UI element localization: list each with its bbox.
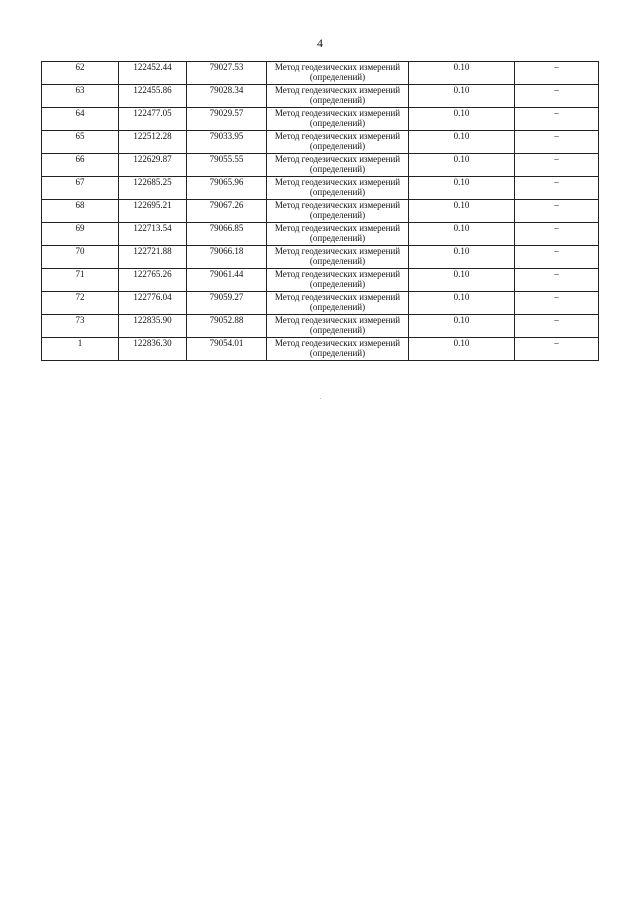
method-cell	[267, 292, 409, 315]
x-coordinate-cell: 122477.05	[119, 108, 187, 131]
description-cell: –	[515, 315, 599, 338]
method-line-1: Метод геодезических измерений	[274, 108, 401, 118]
table-row	[42, 292, 599, 315]
x-coordinate-cell: 122835.90	[119, 315, 187, 338]
point-number-cell: 71	[42, 269, 119, 292]
x-coordinate-cell: 122765.26	[119, 269, 187, 292]
y-coordinate-cell: 79055.55	[187, 154, 267, 177]
method-line-1: Метод геодезических измерений	[274, 154, 401, 164]
table-row	[42, 200, 599, 223]
table-row	[42, 131, 599, 154]
method-line-1: Метод геодезических измерений	[274, 131, 401, 141]
method-line-2: (определений)	[309, 141, 366, 151]
accuracy-cell: 0.10	[409, 269, 515, 292]
y-coordinate-cell: 79028.34	[187, 85, 267, 108]
y-coordinate-cell: 79027.53	[187, 62, 267, 85]
point-number-cell: 65	[42, 131, 119, 154]
method-cell	[267, 85, 409, 108]
method-line-1: Метод геодезических измерений	[274, 177, 401, 187]
method-cell	[267, 177, 409, 200]
method-line-2: (определений)	[309, 72, 366, 82]
scan-speck	[320, 398, 321, 399]
description-cell: –	[515, 246, 599, 269]
method-cell	[267, 338, 409, 361]
method-line-2: (определений)	[309, 302, 366, 312]
description-cell: –	[515, 154, 599, 177]
coordinates-table	[41, 61, 599, 361]
method-cell	[267, 62, 409, 85]
point-number-cell: 68	[42, 200, 119, 223]
method-line-1: Метод геодезических измерений	[274, 269, 401, 279]
table-row	[42, 246, 599, 269]
accuracy-cell: 0.10	[409, 223, 515, 246]
y-coordinate-cell: 79052.88	[187, 315, 267, 338]
page-number: 4	[317, 36, 323, 50]
table-row	[42, 338, 599, 361]
table-row	[42, 108, 599, 131]
accuracy-cell: 0.10	[409, 177, 515, 200]
method-line-1: Метод геодезических измерений	[274, 223, 401, 233]
description-cell: –	[515, 108, 599, 131]
point-number-cell: 70	[42, 246, 119, 269]
point-number-cell: 66	[42, 154, 119, 177]
description-cell: –	[515, 223, 599, 246]
accuracy-cell: 0.10	[409, 315, 515, 338]
method-line-1: Метод геодезических измерений	[274, 200, 401, 210]
y-coordinate-cell: 79059.27	[187, 292, 267, 315]
y-coordinate-cell: 79033.95	[187, 131, 267, 154]
table-row	[42, 154, 599, 177]
method-line-2: (определений)	[309, 164, 366, 174]
point-number-cell: 1	[42, 338, 119, 361]
method-line-2: (определений)	[309, 118, 366, 128]
accuracy-cell: 0.10	[409, 246, 515, 269]
y-coordinate-cell: 79066.85	[187, 223, 267, 246]
x-coordinate-cell: 122721.88	[119, 246, 187, 269]
method-cell	[267, 131, 409, 154]
table-row	[42, 85, 599, 108]
method-line-2: (определений)	[309, 325, 366, 335]
point-number-cell: 67	[42, 177, 119, 200]
method-cell	[267, 154, 409, 177]
point-number-cell: 63	[42, 85, 119, 108]
accuracy-cell: 0.10	[409, 292, 515, 315]
accuracy-cell: 0.10	[409, 85, 515, 108]
accuracy-cell: 0.10	[409, 200, 515, 223]
method-line-1: Метод геодезических измерений	[274, 62, 401, 72]
point-number-cell: 72	[42, 292, 119, 315]
y-coordinate-cell: 79067.26	[187, 200, 267, 223]
x-coordinate-cell: 122776.04	[119, 292, 187, 315]
method-line-1: Метод геодезических измерений	[274, 315, 401, 325]
point-number-cell: 73	[42, 315, 119, 338]
x-coordinate-cell: 122512.28	[119, 131, 187, 154]
method-cell	[267, 223, 409, 246]
y-coordinate-cell: 79054.01	[187, 338, 267, 361]
y-coordinate-cell: 79029.57	[187, 108, 267, 131]
description-cell: –	[515, 131, 599, 154]
x-coordinate-cell: 122695.21	[119, 200, 187, 223]
table-row	[42, 269, 599, 292]
description-cell: –	[515, 62, 599, 85]
point-number-cell: 64	[42, 108, 119, 131]
method-line-1: Метод геодезических измерений	[274, 292, 401, 302]
description-cell: –	[515, 292, 599, 315]
method-cell	[267, 246, 409, 269]
x-coordinate-cell: 122685.25	[119, 177, 187, 200]
accuracy-cell: 0.10	[409, 154, 515, 177]
table-row	[42, 223, 599, 246]
y-coordinate-cell: 79065.96	[187, 177, 267, 200]
method-line-2: (определений)	[309, 95, 366, 105]
x-coordinate-cell: 122629.87	[119, 154, 187, 177]
description-cell: –	[515, 338, 599, 361]
y-coordinate-cell: 79066.18	[187, 246, 267, 269]
description-cell: –	[515, 85, 599, 108]
method-line-1: Метод геодезических измерений	[274, 338, 401, 348]
table-row	[42, 62, 599, 85]
point-number-cell: 62	[42, 62, 119, 85]
table-row	[42, 315, 599, 338]
method-line-1: Метод геодезических измерений	[274, 85, 401, 95]
x-coordinate-cell: 122452.44	[119, 62, 187, 85]
x-coordinate-cell: 122836.30	[119, 338, 187, 361]
method-line-2: (определений)	[309, 187, 366, 197]
method-line-2: (определений)	[309, 348, 366, 358]
description-cell: –	[515, 177, 599, 200]
accuracy-cell: 0.10	[409, 338, 515, 361]
method-cell	[267, 108, 409, 131]
accuracy-cell: 0.10	[409, 62, 515, 85]
table-row	[42, 177, 599, 200]
coordinates-table-body	[42, 62, 599, 361]
y-coordinate-cell: 79061.44	[187, 269, 267, 292]
accuracy-cell: 0.10	[409, 108, 515, 131]
method-line-2: (определений)	[309, 256, 366, 266]
method-line-2: (определений)	[309, 233, 366, 243]
method-cell	[267, 200, 409, 223]
description-cell: –	[515, 200, 599, 223]
method-line-2: (определений)	[309, 210, 366, 220]
x-coordinate-cell: 122713.54	[119, 223, 187, 246]
x-coordinate-cell: 122455.86	[119, 85, 187, 108]
description-cell: –	[515, 269, 599, 292]
point-number-cell: 69	[42, 223, 119, 246]
method-cell	[267, 315, 409, 338]
method-cell	[267, 269, 409, 292]
method-line-1: Метод геодезических измерений	[274, 246, 401, 256]
method-line-2: (определений)	[309, 279, 366, 289]
accuracy-cell: 0.10	[409, 131, 515, 154]
